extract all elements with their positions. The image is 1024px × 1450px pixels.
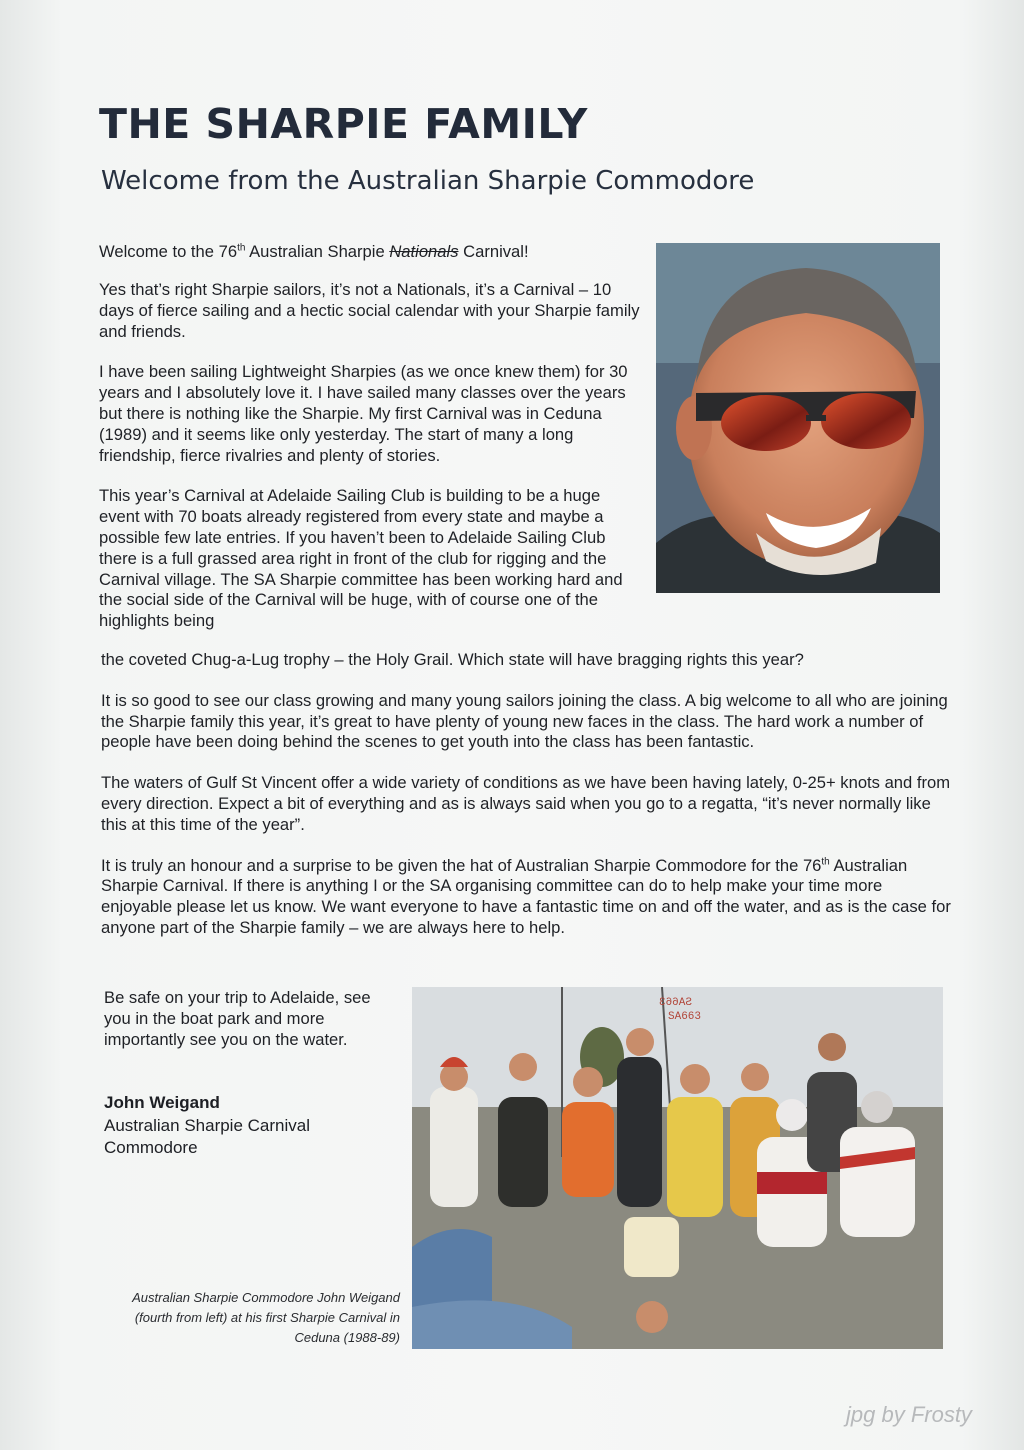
full-width-text — [101, 650, 951, 959]
paragraph-5: The waters of Gulf St Vincent offer a wide variety of conditions as we have been having lately, 0-25+ knots and from every direction. Expect a bit of everything and as is always said when you go to a regatta, “it’s never normally like this at this time of the year”. — [101, 773, 951, 834]
paragraph-6: It is truly an honour and a surprise to be given the hat of Australian Sharpie Commodore for the 76th Australian Sharpie Carnival. If there is anything I or the SA organising committee can do to help make your time more enjoyable please let us know. We want everyone to have a fantastic time on and off the water, and as is the case for anyone part of the Sharpie family – we are always here to help. — [101, 855, 951, 937]
watermark: jpg by Frosty — [846, 1402, 972, 1427]
team-photo-illustration — [412, 987, 943, 1349]
portrait-illustration — [656, 243, 940, 593]
left-column — [99, 280, 644, 632]
team-photo-ceduna — [412, 987, 943, 1349]
sail-number-mirrored: SA663 — [658, 997, 692, 1009]
signature-role: Australian Sharpie Carnival Commodore — [104, 1116, 310, 1157]
photo-caption: Australian Sharpie Commodore John Weigand (fourth from left) at his first Sharpie Carnival in Ceduna (1988-89) — [132, 1290, 400, 1345]
commodore-portrait-photo — [656, 243, 940, 593]
paragraph-4: It is so good to see our class growing and many young sailors joining the class. A big welcome to all who are joining the Sharpie family this year, it’s great to have plenty of young new faces in the class. The hard work a number of people have been doing behind the scenes to get youth into the class has been fantastic. — [101, 690, 948, 752]
paragraph-3: This year’s Carnival at Adelaide Sailing Club is building to be a huge event with 70 boats already registered from every state and maybe a possible few late entries. If you haven’t been to Adelaide Sailing Club there is a full grassed area right in front of the club for rigging and the Carnival village. The SA Sharpie committee has been working hard and the social side of the Carnival will be huge, with of course one of the highlights being — [99, 486, 623, 631]
paragraph-1: Yes that’s right Sharpie sailors, it’s not a Nationals, it’s a Carnival – 10 days of fierce sailing and a hectic social calendar with your Sharpie family and friends. — [99, 280, 640, 341]
closing-paragraph: Be safe on your trip to Adelaide, see you in the boat park and more importantly see you on the water. — [104, 988, 371, 1049]
intro-line: Welcome to the 76th Australian Sharpie Nationals Carnival! — [99, 242, 529, 261]
page-subtitle: Welcome from the Australian Sharpie Commodore — [101, 166, 755, 196]
sail-number: SA663 — [668, 1011, 702, 1023]
page-title: THE SHARPIE FAMILY — [99, 100, 588, 148]
struck-word: Nationals — [389, 242, 459, 261]
paragraph-2: I have been sailing Lightweight Sharpies (as we once knew them) for 30 years and I absolutely love it. I have sailed many classes over the years but there is nothing like the Sharpie. My first Carnival was in Ceduna (1989) and it seems like only yesterday. The start of many a long friendship, fierce rivalries and plenty of stories. — [99, 362, 628, 465]
paragraph-3-end: the coveted Chug-a-Lug trophy – the Holy Grail. Which state will have bragging rights this year? — [101, 650, 804, 669]
signature-name: John Weigand — [104, 1093, 220, 1112]
